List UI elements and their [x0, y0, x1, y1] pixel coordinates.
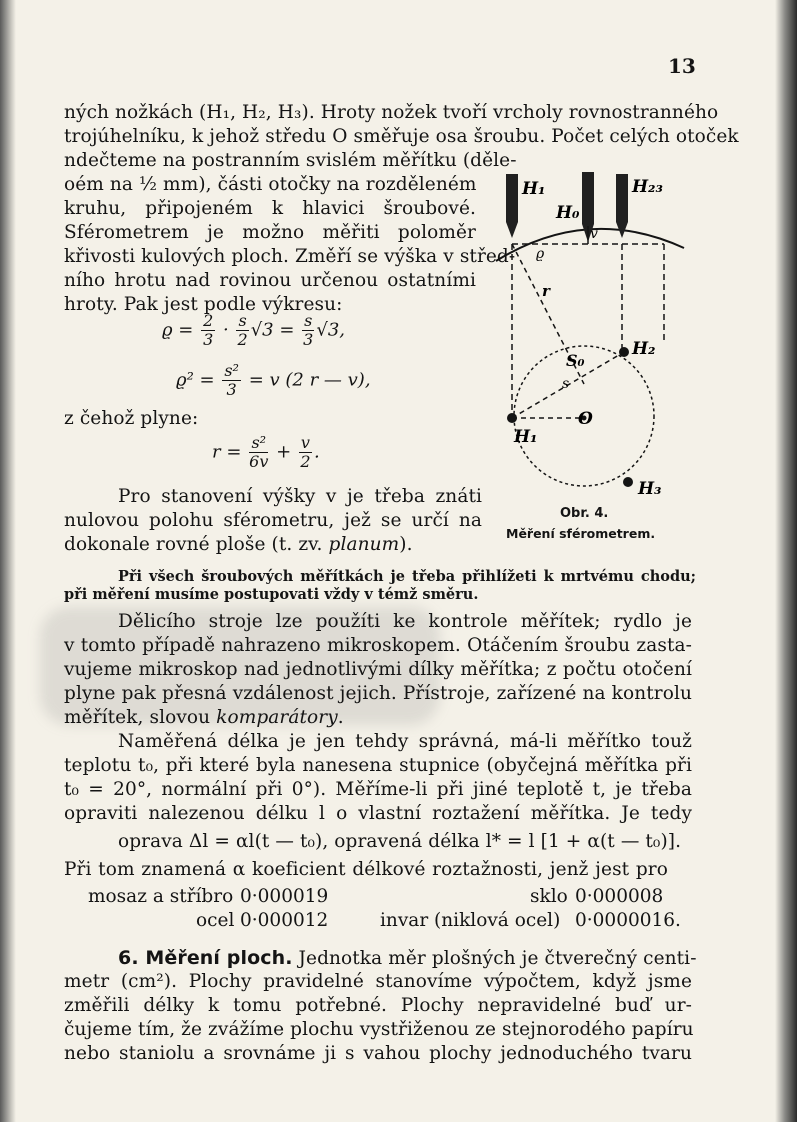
- coef-label: mosaz a stříbro: [88, 886, 234, 907]
- text-line: plyne pak přesná vzdálenost jejich. Přístroje, zařízené na kontrolu: [64, 683, 692, 704]
- label-s: s: [562, 376, 570, 392]
- text-line: změřili délky k tomu potřebné. Plochy nepravidelné buď ur-: [64, 995, 692, 1016]
- section-heading-line: 6. Měření ploch. Jednotka měr plošných je čtverečný centi-: [118, 947, 697, 969]
- text-line: z čehož plyne:: [64, 408, 199, 429]
- label-r: r: [542, 282, 550, 300]
- note-line: Při všech šroubových měřítkách je třeba přihlížeti k mrtvému chodu;: [118, 568, 696, 585]
- text-line: měřítek, slovou komparátory.: [64, 707, 344, 728]
- formula-rho: ϱ = $\frac{2}{3}$ · $\frac{s}{2}$ √3 = $\frac{s}{3}$ √3,: [162, 311, 346, 349]
- spherometer-figure: [478, 166, 696, 521]
- text-line: vujeme mikroskop nad jednotlivými dílky měřítka; z počtu otočení: [64, 659, 692, 680]
- coef-value: 0·0000016.: [575, 910, 681, 931]
- point-h1: [507, 413, 517, 423]
- leg-h1: [506, 174, 518, 222]
- text-line: nebo staniolu a srovnáme ji s vahou plochy jednoduchého tvaru: [64, 1043, 692, 1064]
- coef-value: 0·000019: [240, 886, 329, 907]
- figure-caption: Měření sférometrem.: [506, 526, 656, 541]
- coef-label: invar (niklová ocel): [380, 910, 561, 931]
- text-line: Při tom znamená α koeficient délkové roztažnosti, jenž jest pro: [64, 859, 668, 880]
- coef-value: 0·000008: [575, 886, 664, 907]
- coef-label: ocel: [196, 910, 235, 931]
- page-number: 13: [668, 54, 696, 78]
- text-line: hroty. Pak jest podle výkresu:: [64, 294, 343, 315]
- coef-label: sklo: [530, 886, 568, 907]
- text-line: Dělicího stroje lze použíti ke kontrole měřítek; rydlo je: [118, 611, 692, 632]
- text-line: Pro stanovení výšky v je třeba znáti: [118, 486, 482, 507]
- coef-value: 0·000012: [240, 910, 329, 931]
- text-line: v tomto případě nahrazeno mikroskopem. Otáčením šroubu zasta-: [64, 635, 692, 656]
- text-line: čujeme tím, že zvážíme plochu vystřiženou ze stejnorodého papíru: [64, 1019, 694, 1040]
- left-scan-shadow: [0, 0, 16, 1122]
- text-line: oém na ½ mm), části otočky na rozděleném: [64, 174, 477, 195]
- formula-rho-squared: ϱ² = $\frac{\text{s²}}{3}$ = v (2 r — v),: [176, 361, 371, 399]
- text-line: nulovou polohu sférometru, jež se určí na: [64, 510, 482, 531]
- label-h0: H₀: [556, 203, 580, 223]
- note-line: při měření musíme postupovati vždy v témž směru.: [64, 586, 479, 603]
- figure-number: Obr. 4.: [560, 506, 609, 521]
- text-line: kruhu, připojeném k hlavici šroubové.: [64, 198, 476, 219]
- text-line: metr (cm²). Plochy pravidelné stanovíme výpočtem, když jsme: [64, 971, 692, 992]
- leg-h1-tip: [506, 222, 518, 238]
- point-h3: [623, 477, 633, 487]
- label-h1: H₁: [522, 179, 546, 199]
- label-rho: ϱ: [536, 246, 545, 262]
- text-line: t₀ = 20°, normální při 0°). Měříme-li při jiné teplotě t, je třeba: [64, 779, 692, 800]
- point-h2: [619, 347, 629, 357]
- text-line: trojúhelníku, k jehož středu O směřuje osa šroubu. Počet celých otoček: [64, 126, 739, 147]
- correction-formula: oprava Δl = αl(t — t₀), opravená délka l* = l [1 + α(t — t₀)].: [118, 831, 682, 852]
- label-v: v: [590, 226, 598, 242]
- leg-h0: [582, 172, 594, 224]
- section-heading: 6. Měření ploch.: [118, 947, 293, 969]
- leg-h23: [616, 174, 628, 222]
- text-line: Sférometrem je možno měřiti poloměr: [64, 222, 476, 243]
- label-h23: H₂₃: [632, 177, 663, 197]
- text-line: křivosti kulových ploch. Změří se výška v střed-: [64, 246, 516, 267]
- label-h2: H₂: [632, 339, 656, 359]
- text-line: opraviti nalezenou délku l o vlastní roztažení měřítka. Je tedy: [64, 803, 692, 824]
- label-s0: S₀: [566, 351, 585, 370]
- label-o: O: [578, 409, 593, 429]
- label-h3: H₃: [638, 479, 662, 499]
- spherometer-diagram: [478, 166, 696, 511]
- formula-r: r = $\frac{\text{s²}}{6v}$ + $\frac{v}{2}$ .: [212, 433, 320, 471]
- text-line: ndečteme na postranním svislém měřítku (děle-: [64, 150, 517, 171]
- right-scan-shadow: [775, 0, 797, 1122]
- text-line: ního hrotu nad rovinou určenou ostatními: [64, 270, 476, 291]
- text-line: teplotu t₀, při které byla nanesena stupnice (obyčejná měřítka při: [64, 755, 692, 776]
- text-line: Naměřená délka je jen tehdy správná, má-li měřítko touž: [118, 731, 692, 752]
- text-line: ných nožkách (H₁, H₂, H₃). Hroty nožek tvoří vrcholy rovnostranného: [64, 102, 719, 123]
- label-h1-bottom: H₁: [514, 427, 538, 447]
- text-line: dokonale rovné ploše (t. zv. planum).: [64, 534, 413, 555]
